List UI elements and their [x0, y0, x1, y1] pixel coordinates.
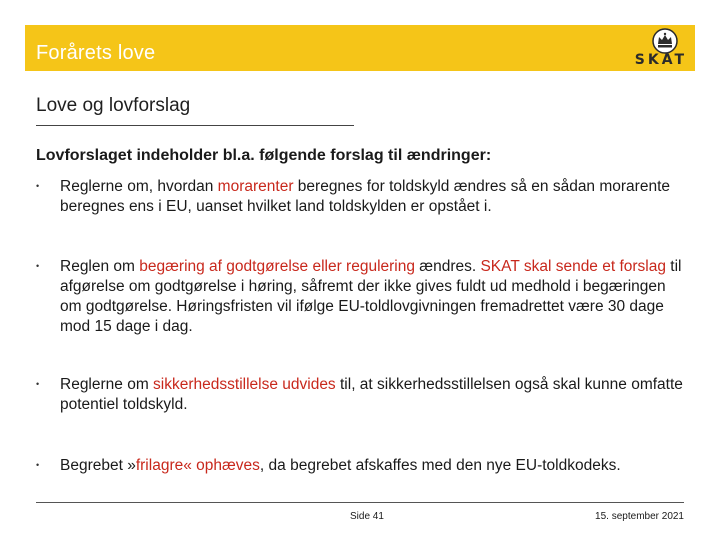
highlight: SKAT skal sende et forslag	[480, 258, 666, 275]
bullet-marker: •	[36, 181, 40, 191]
header-title: Forårets love	[36, 42, 156, 64]
logo-text: SKAT	[634, 52, 687, 68]
section-divider	[36, 125, 354, 126]
header-bar	[25, 25, 695, 71]
highlight: morarenter	[217, 178, 294, 195]
section-title: Love og lovforslag	[36, 95, 191, 116]
bullet-marker: •	[36, 261, 40, 271]
skat-logo	[607, 27, 687, 69]
bullet-marker: •	[36, 379, 40, 389]
crown-icon	[651, 27, 679, 55]
bullet-text: Reglen om begæring af godtgørelse eller regulering ændres. SKAT skal sende et forslag til afgørelse om godtgørelse i høring, såfremt der ikke gives fuldt ud medhold i begæringen om godtgørelse. Høringsfristen vil ifølge EU-toldlovgivningen fremadrettet være 30 dage mod 15 dage i dag.	[60, 258, 682, 335]
footer-date: 15. september 2021	[595, 511, 684, 522]
footer-divider	[36, 502, 684, 503]
bullet-marker: •	[36, 460, 40, 470]
highlight: begæring af godtgørelse eller regulering	[139, 258, 415, 275]
highlight: frilagre« ophæves	[135, 457, 260, 474]
bullet-text: Reglerne om sikkerhedsstillelse udvides til, at sikkerhedsstillelsen også skal kunne omfatte potentiel toldskyld.	[60, 376, 683, 413]
bullet-text: Begrebet »frilagre« ophæves, da begrebet afskaffes med den nye EU-toldkodeks.	[60, 457, 621, 474]
page-number: Side 41	[350, 511, 384, 522]
intro-heading: Lovforslaget indeholder bl.a. følgende forslag til ændringer:	[36, 147, 492, 164]
highlight: sikkerhedsstillelse udvides	[153, 376, 336, 393]
bullet-text: Reglerne om, hvordan morarenter beregnes for toldskyld ændres så en sådan morarente beregnes ens i EU, uanset hvilket land toldskylden er opstået i.	[60, 178, 671, 215]
